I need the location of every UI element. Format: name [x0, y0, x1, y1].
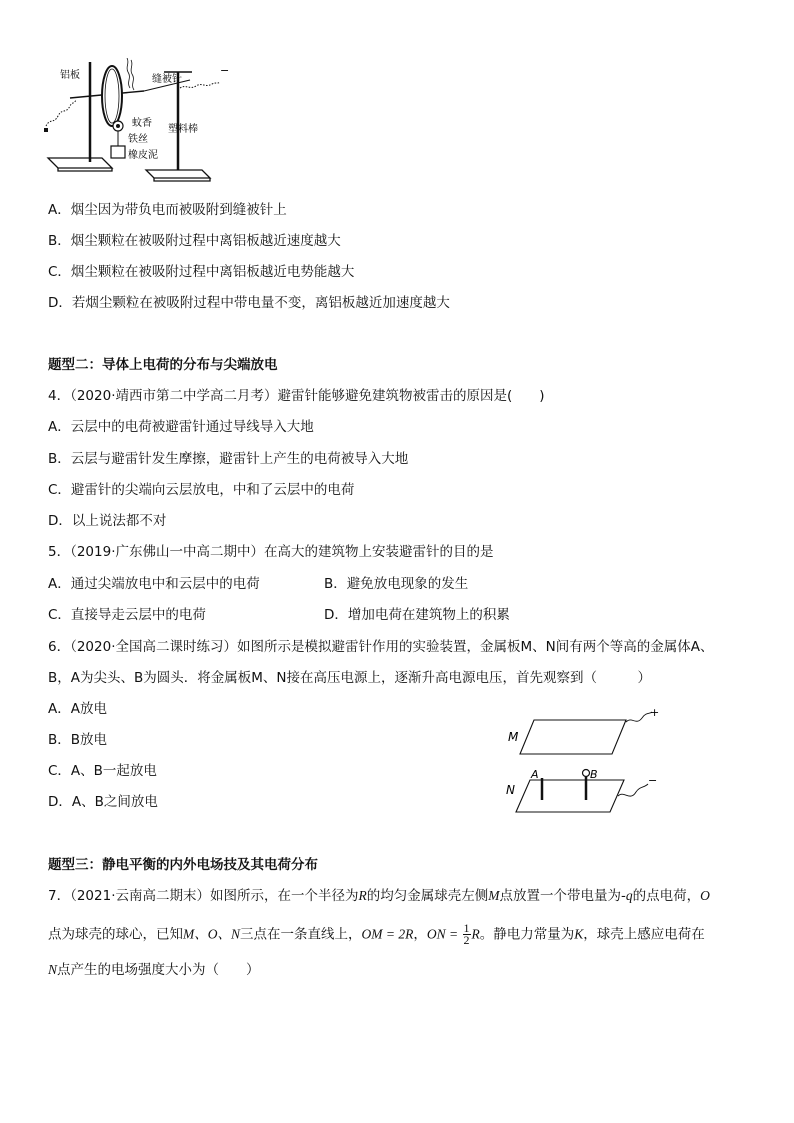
left-stand-base — [48, 158, 112, 168]
q7-line1: 7．（2021·云南高二期末）如图所示，在一个半径为R的均匀金属球壳左侧M点放置一个带电量为-q的点电荷，O — [48, 888, 710, 904]
q6-option-a: A．A放电 — [48, 701, 107, 717]
minus-sign: − — [648, 774, 658, 787]
q4-option-b: B．云层与避雷针发生摩擦，避雷针上产生的电荷被导入大地 — [48, 451, 409, 467]
label-m: M — [508, 730, 519, 744]
q6-stem-line2: B，A为尖头、B为圆头．将金属板M、N接在高压电源上，逐渐升高电源电压，首先观察到（ ） — [48, 670, 652, 686]
fraction-one-half: $\frac{1}{2}$ — [463, 921, 470, 947]
q3-option-d: D．若烟尘颗粒在被吸附过程中带电量不变，离铝板越近加速度越大 — [48, 295, 450, 311]
plate-m — [520, 720, 626, 754]
q3-option-c: C．烟尘颗粒在被吸附过程中离铝板越近电势能越大 — [48, 264, 355, 280]
rod-b-ball — [583, 770, 590, 777]
q6-option-d: D．A、B之间放电 — [48, 794, 158, 810]
plate-n — [516, 780, 624, 812]
q3-option-a: A．烟尘因为带负电而被吸附到缝被针上 — [48, 202, 287, 218]
label-n: N — [506, 783, 515, 797]
lightning-rod-figure — [500, 706, 670, 818]
q4-option-c: C．避雷针的尖端向云层放电，中和了云层中的电荷 — [48, 482, 355, 498]
q4-stem: 4．（2020·靖西市第二中学高二月考）避雷针能够避免建筑物被雷击的原因是( ) — [48, 388, 545, 404]
plus-sign: + — [650, 706, 660, 719]
q5-option-c: C．直接导走云层中的电荷 — [48, 607, 206, 623]
label-minus: − — [220, 64, 230, 77]
apparatus-figure — [40, 58, 240, 188]
label-a: A — [531, 768, 539, 781]
q6-option-c: C．A、B一起放电 — [48, 763, 157, 779]
label-wire: 铁丝 — [128, 134, 148, 145]
q7-line2: 点为球壳的球心，已知M、O、N三点在一条直线上，OM = 2R，ON = $\frac{1}{2}$ R。静电力常量为K，球壳上感应电荷在 — [48, 921, 705, 947]
q5-option-a: A．通过尖端放电中和云层中的电荷 — [48, 576, 260, 592]
q5-option-d: D．增加电荷在建筑物上的积累 — [324, 607, 510, 623]
label-aluminum-plate: 铝板 — [60, 70, 80, 81]
q7-line3: N点产生的电场强度大小为（ ） — [48, 962, 260, 978]
q3-option-b: B．烟尘颗粒在被吸附过程中离铝板越近速度越大 — [48, 233, 341, 249]
label-plastic-rod: 塑料棒 — [168, 124, 198, 135]
q5-stem: 5．（2019·广东佛山一中高二期中）在高大的建筑物上安装避雷针的目的是 — [48, 544, 494, 560]
label-putty: 橡皮泥 — [128, 150, 158, 161]
right-stand-base — [146, 170, 210, 178]
q6-stem-line1: 6．（2020·全国高二课时练习）如图所示是模拟避雷针作用的实验装置，金属板M、N间有两个等高的金属体A、 — [48, 639, 714, 655]
section-2-title: 题型二：导体上电荷的分布与尖端放电 — [48, 357, 278, 373]
q6-option-b: B．B放电 — [48, 732, 108, 748]
q4-option-d: D．以上说法都不对 — [48, 513, 167, 529]
q4-option-a: A．云层中的电荷被避雷针通过导线导入大地 — [48, 419, 314, 435]
section-3-title: 题型三：静电平衡的内外电场技及其电荷分布 — [48, 857, 318, 873]
label-needle: 缝被针 — [152, 74, 182, 85]
label-b: B — [590, 768, 598, 781]
label-mosquito-coil: 蚊香 — [132, 118, 152, 129]
q5-option-b: B．避免放电现象的发生 — [324, 576, 469, 592]
